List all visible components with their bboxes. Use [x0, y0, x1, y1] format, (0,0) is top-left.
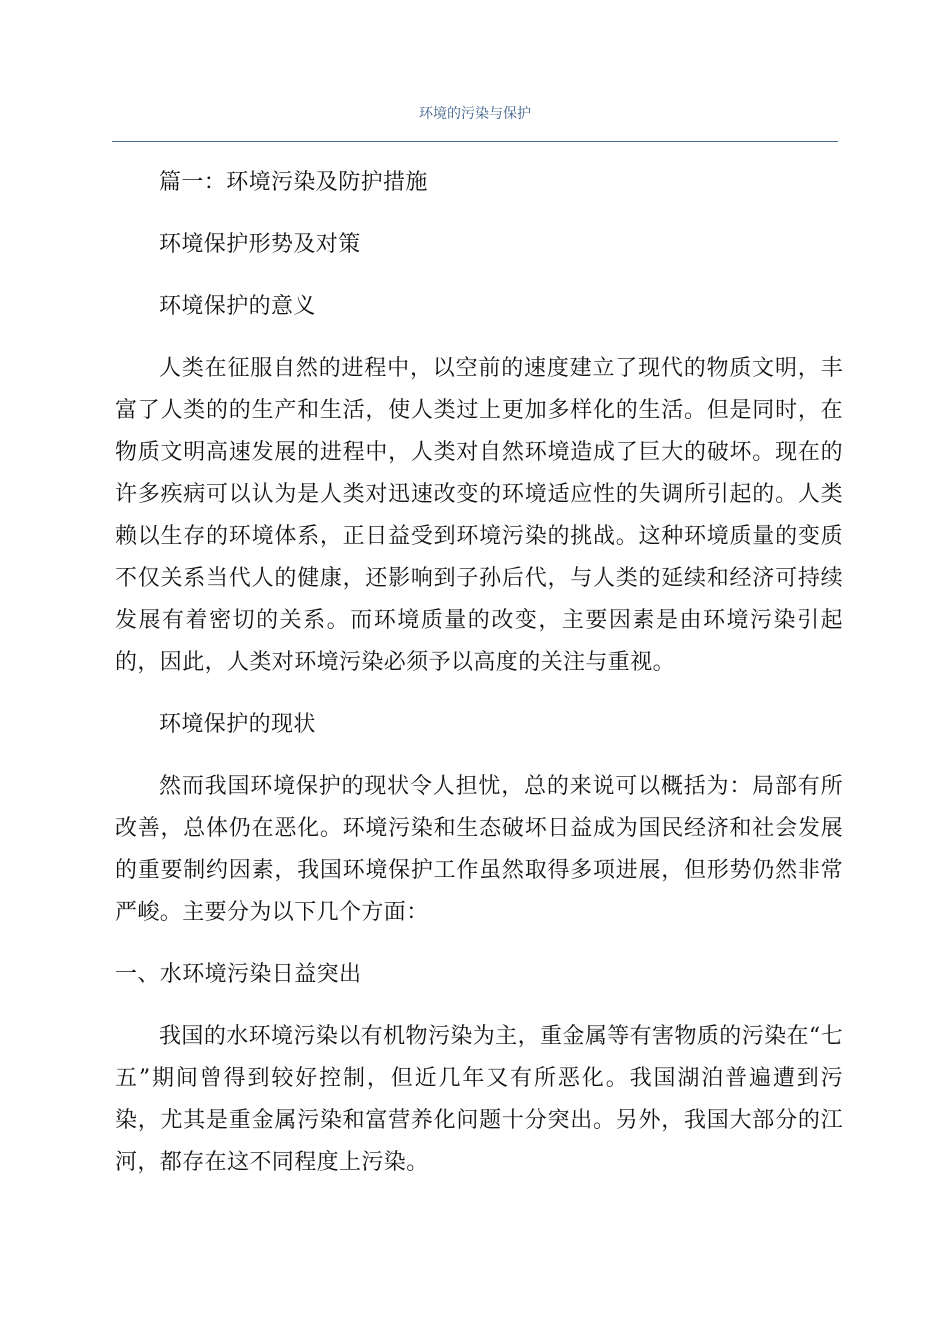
heading-water-pollution: 一、水环境污染日益突出: [115, 962, 362, 987]
paragraph-significance: 人类在征服自然的进程中，以空前的速度建立了现代的物质文明，丰富了人类的的生产和生活，使人类过上更加多样化的生活。但是同时，在物质文明高速发展的进程中，人类对自然环境造成了巨大的破坏。现在的许多疾病可以认为是人类对迅速改变的环境适应性的失调所引起的。人类赖以生存的环境体系，正日益受到环境污染的挑战。这种环境质量的变质不仅关系当代人的健康，还影响到子孙后代，与人类的延续和经济可持续发展有着密切的关系。而环境质量的改变，主要因素是由环境污染引起的，因此，人类对环境污染必须予以高度的关注与重视。: [115, 356, 843, 675]
document-body: [115, 162, 843, 1204]
section-title-part-one: 篇一：环境污染及防护措施: [159, 170, 428, 195]
heading-significance: 环境保护的意义: [159, 294, 316, 319]
heading-current-status: 环境保护的现状: [159, 712, 316, 737]
subtitle-situation-and-countermeasures: 环境保护形势及对策: [159, 232, 361, 257]
paragraph-water-pollution: 我国的水环境污染以有机物污染为主，重金属等有害物质的污染在“七五”期间曾得到较好控制，但近几年又有所恶化。我国湖泊普遍遭到污染，尤其是重金属污染和富营养化问题十分突出。另外，我国大部分的江河，都存在这不同程度上污染。: [115, 1024, 843, 1175]
page-header-title: 环境的污染与保护: [419, 106, 531, 122]
paragraph-current-status: 然而我国环境保护的现状令人担忧，总的来说可以概括为：局部有所改善，总体仍在恶化。环境污染和生态破坏日益成为国民经济和社会发展的重要制约因素，我国环境保护工作虽然取得多项进展，但形势仍然非常严峻。主要分为以下几个方面：: [115, 774, 843, 925]
header-divider: [112, 141, 838, 142]
